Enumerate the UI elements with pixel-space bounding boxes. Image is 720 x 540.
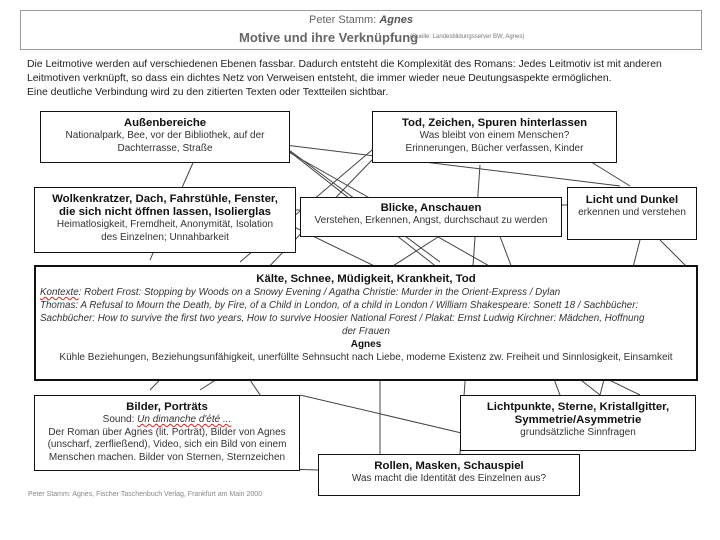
context-line: Thomas: A Refusal to Mourn the Death, by Fire, of a Child in London, of a child in London / William Shakespeare: Sonett 18 / Sachbücher:	[40, 300, 639, 311]
intro-line: Leitmotiven verknüpft, so dass ein dichtes Netz von Verweisen entsteht, die immer wieder neue Deutungsaspekte ermöglichen.	[27, 73, 612, 84]
source-note: (Quelle: Landesbildungsserver BW, Agnes)	[410, 34, 525, 40]
context-line: der Frauen	[342, 326, 390, 337]
box-line: Dachterrasse, Straße	[117, 142, 213, 154]
box-line: Heimatlosigkeit, Fremdheit, Anonymität, Isolation	[56, 219, 274, 230]
sound-title: Un dimanche d'été ...	[137, 414, 232, 425]
sound-prefix: Sound:	[102, 414, 135, 425]
page-title: Motive und ihre Verknüpfung	[239, 30, 419, 45]
box-bilder	[34, 395, 300, 471]
box-title-line: die sich nicht öffnen lassen, Isolierglas	[58, 206, 272, 218]
box-title: Kälte, Schnee, Müdigkeit, Krankheit, Tod	[256, 273, 476, 285]
box-line: grundsätzliche Sinnfragen	[520, 427, 636, 438]
sound-line	[35, 414, 299, 427]
box-licht-dunkel	[567, 187, 697, 240]
box-line: erkennen und verstehen	[578, 207, 686, 218]
box-line: Der Roman über Agnes (lit. Porträt), Bilder von Agnes	[48, 426, 286, 438]
box-wolkenkratzer	[34, 187, 296, 253]
work-title: Agnes	[379, 14, 413, 26]
box-line: Verstehen, Erkennen, Angst, durchschaut zu werden	[314, 215, 548, 226]
box-title: Außenbereiche	[123, 117, 207, 129]
context-label: Kontexte	[40, 287, 79, 298]
box-line: Menschen machen. Bilder von Sternen, Sternzeichen	[48, 451, 286, 463]
box-lichtpunkte	[460, 395, 696, 451]
context-line: Sachbücher: How to survive the first two years, How to survive Hoosier National Forest / Plakat: Ernst Ludwig Kirchner: Mädchen, Hoffnung	[40, 313, 645, 324]
context-line	[40, 286, 692, 299]
box-title: Tod, Zeichen, Spuren hinterlassen	[401, 117, 588, 129]
box-line: Nationalpark, Bee, vor der Bibliothek, auf der	[65, 130, 265, 141]
footer-citation: Peter Stamm: Agnes, Fischer Taschenbuch Verlag, Frankfurt am Main 2000	[28, 491, 263, 498]
title-banner	[20, 10, 702, 50]
box-title-line: Lichtpunkte, Sterne, Kristallgitter,	[486, 401, 670, 413]
author: Peter Stamm:	[309, 14, 377, 26]
box-title: Rollen, Masken, Schauspiel	[374, 460, 524, 472]
box-line: (unscharf, zerfließend), Video, sich ein Bild von einem	[47, 439, 287, 450]
agnes-label: Agnes	[350, 339, 382, 350]
box-tod	[372, 111, 617, 163]
author-line	[21, 14, 701, 26]
box-line: des Einzelnen; Unnahbarkeit	[101, 231, 229, 243]
box-title-line: Wolkenkratzer, Dach, Fahrstühle, Fenster,	[52, 193, 278, 205]
context-line-text: : Robert Frost: Stopping by Woods on a Snowy Evening / Agatha Christie: Murder in the Orient-Express / Dylan	[78, 287, 561, 298]
box-line: Kühle Beziehungen, Beziehungsunfähigkeit, unerfüllte Sehnsucht nach Liebe, moderne Existenz zw. Freiheit und Sinnlosigkeit, Einsamkeit	[59, 352, 673, 363]
context-text	[36, 286, 696, 338]
intro-line: Die Leitmotive werden auf verschiedenen Ebenen fassbar. Dadurch entsteht die Komplexität des Romans: Jedes Leitmotiv ist mit anderen	[27, 59, 662, 70]
box-title: Blicke, Anschauen	[380, 202, 482, 214]
box-line: Was macht die Identität des Einzelnen aus?	[351, 473, 547, 484]
box-line: Erinnerungen, Bücher verfassen, Kinder	[405, 142, 584, 154]
intro-text	[27, 58, 699, 100]
box-title: Bilder, Porträts	[126, 401, 208, 413]
box-line: Was bleibt von einem Menschen?	[419, 130, 570, 141]
box-rollen	[318, 454, 580, 496]
box-blicke	[300, 197, 562, 237]
box-title: Licht und Dunkel	[585, 194, 679, 206]
intro-line: Eine deutliche Verbindung wird zu den zitierten Texten oder Textteilen sichtbar.	[27, 87, 389, 98]
box-kaelte	[34, 265, 698, 381]
box-title-line: Symmetrie/Asymmetrie	[514, 414, 642, 426]
box-aussenbereiche	[40, 111, 290, 163]
